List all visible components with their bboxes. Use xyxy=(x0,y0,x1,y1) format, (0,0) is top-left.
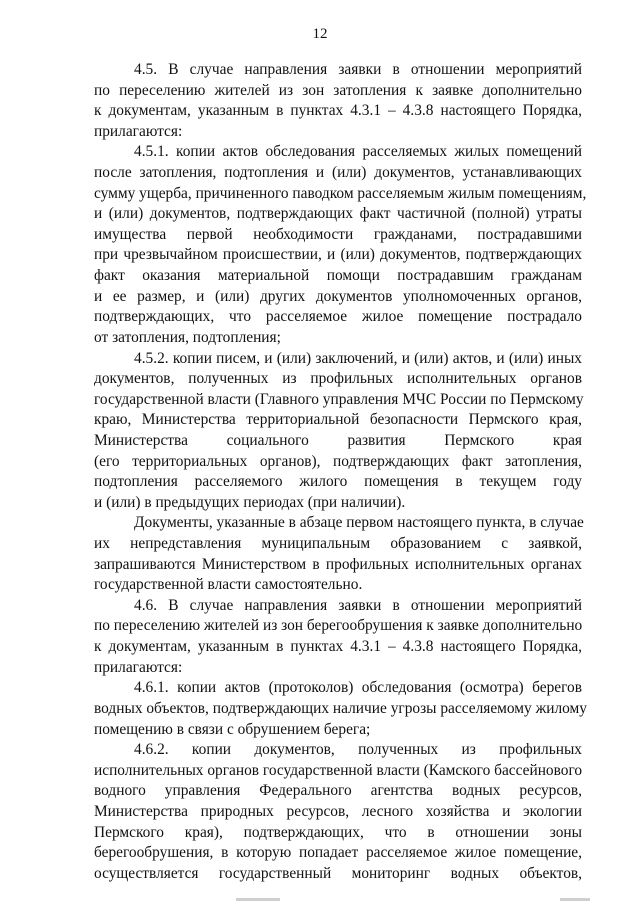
text-line: факт оказания материальной помощи пострадавшим гражданам xyxy=(94,267,582,285)
text-line: и (или) в предыдущих периодах (при наличии). xyxy=(94,493,406,511)
text-line: к документам, указанным в пунктах 4.3.1 – 4.3.8 настоящего Порядка, xyxy=(94,102,582,120)
text-line: и ее размер, и (или) других документов уполномоченных органов, xyxy=(94,287,582,305)
text-line: сумму ущерба, причиненного паводком расселяемым жилым помещениям, xyxy=(94,184,587,202)
text-line: к документам, указанным в пунктах 4.3.1 – 4.3.8 настоящего Порядка, xyxy=(94,638,582,656)
text-line: прилагаются: xyxy=(94,658,183,676)
text-line: Документы, указанные в абзаце первом настоящего пункта, в случае xyxy=(134,514,584,532)
text-line: подтверждающих, что расселяемое жилое помещение пострадало xyxy=(94,308,582,326)
text-line: Министерства социального развития Пермского края xyxy=(94,431,582,449)
text-line: осуществляется государственный мониторинг водных объектов, xyxy=(94,864,582,882)
scan-edge-marks xyxy=(0,895,640,901)
scan-mark xyxy=(560,898,590,901)
text-line: запрашиваются Министерством в профильных исполнительных органах xyxy=(94,555,582,573)
text-line: государственной власти самостоятельно. xyxy=(94,576,363,594)
text-line: исполнительных органов государственной власти (Камского бассейнового xyxy=(94,761,583,779)
text-line: их непредставления муниципальным образованием с заявкой, xyxy=(94,535,582,553)
text-line: 4.5. В случае направления заявки в отношении мероприятий xyxy=(134,61,582,78)
text-line: 4.6.1. копии актов (протоколов) обследования (осмотра) берегов xyxy=(134,679,582,697)
text-line: и (или) документов, подтверждающих факт частичной (полной) утраты xyxy=(94,205,582,223)
page-number: 12 xyxy=(312,26,328,42)
text-line: 4.6. В случае направления заявки в отношении мероприятий xyxy=(134,596,582,614)
text-line: при чрезвычайном происшествии, и (или) документов, подтверждающих xyxy=(94,246,582,264)
text-line: подтопления расселяемого жилого помещения в текущем году xyxy=(94,473,582,491)
text-line: имущества первой необходимости гражданами, пострадавшими xyxy=(94,225,582,243)
text-line: берегообрушения, в которую попадает расселяемое жилое помещение, xyxy=(94,844,582,862)
text-line: Пермского края), подтверждающих, что в отношении зоны xyxy=(94,823,582,841)
text-line: Министерства природных ресурсов, лесного хозяйства и экологии xyxy=(94,802,582,820)
text-line: 4.5.1. копии актов обследования расселяемых жилых помещений xyxy=(134,143,582,161)
text-line: помещению в связи с обрушением берега; xyxy=(94,720,371,738)
text-line: после затопления, подтопления и (или) документов, устанавливающих xyxy=(94,164,582,182)
text-line: водного управления Федерального агентства водных ресурсов, xyxy=(94,782,582,800)
text-line: по переселению жителей из зон затопления к заявке дополнительно xyxy=(94,81,582,99)
text-line: по переселению жителей из зон берегообрушения к заявке дополнительно xyxy=(94,617,583,635)
scan-mark xyxy=(236,898,280,901)
text-line: прилагаются: xyxy=(94,122,183,140)
document-body xyxy=(94,60,587,884)
text-line: 4.6.2. копии документов, полученных из профильных xyxy=(134,741,582,759)
text-line: 4.5.2. копии писем, и (или) заключений, и (или) актов, и (или) иных xyxy=(134,349,582,367)
text-line: краю, Министерства территориальной безопасности Пермского края, xyxy=(94,411,582,429)
text-line: от затопления, подтопления; xyxy=(94,328,281,346)
text-line: водных объектов, подтверждающих наличие угрозы расселяемому жилому xyxy=(94,699,587,717)
text-line: государственной власти (Главного управления МЧС России по Пермскому xyxy=(94,390,584,408)
text-line: документов, полученных из профильных исполнительных органов xyxy=(94,370,582,388)
text-line: (его территориальных органов), подтверждающих факт затопления, xyxy=(94,452,582,470)
